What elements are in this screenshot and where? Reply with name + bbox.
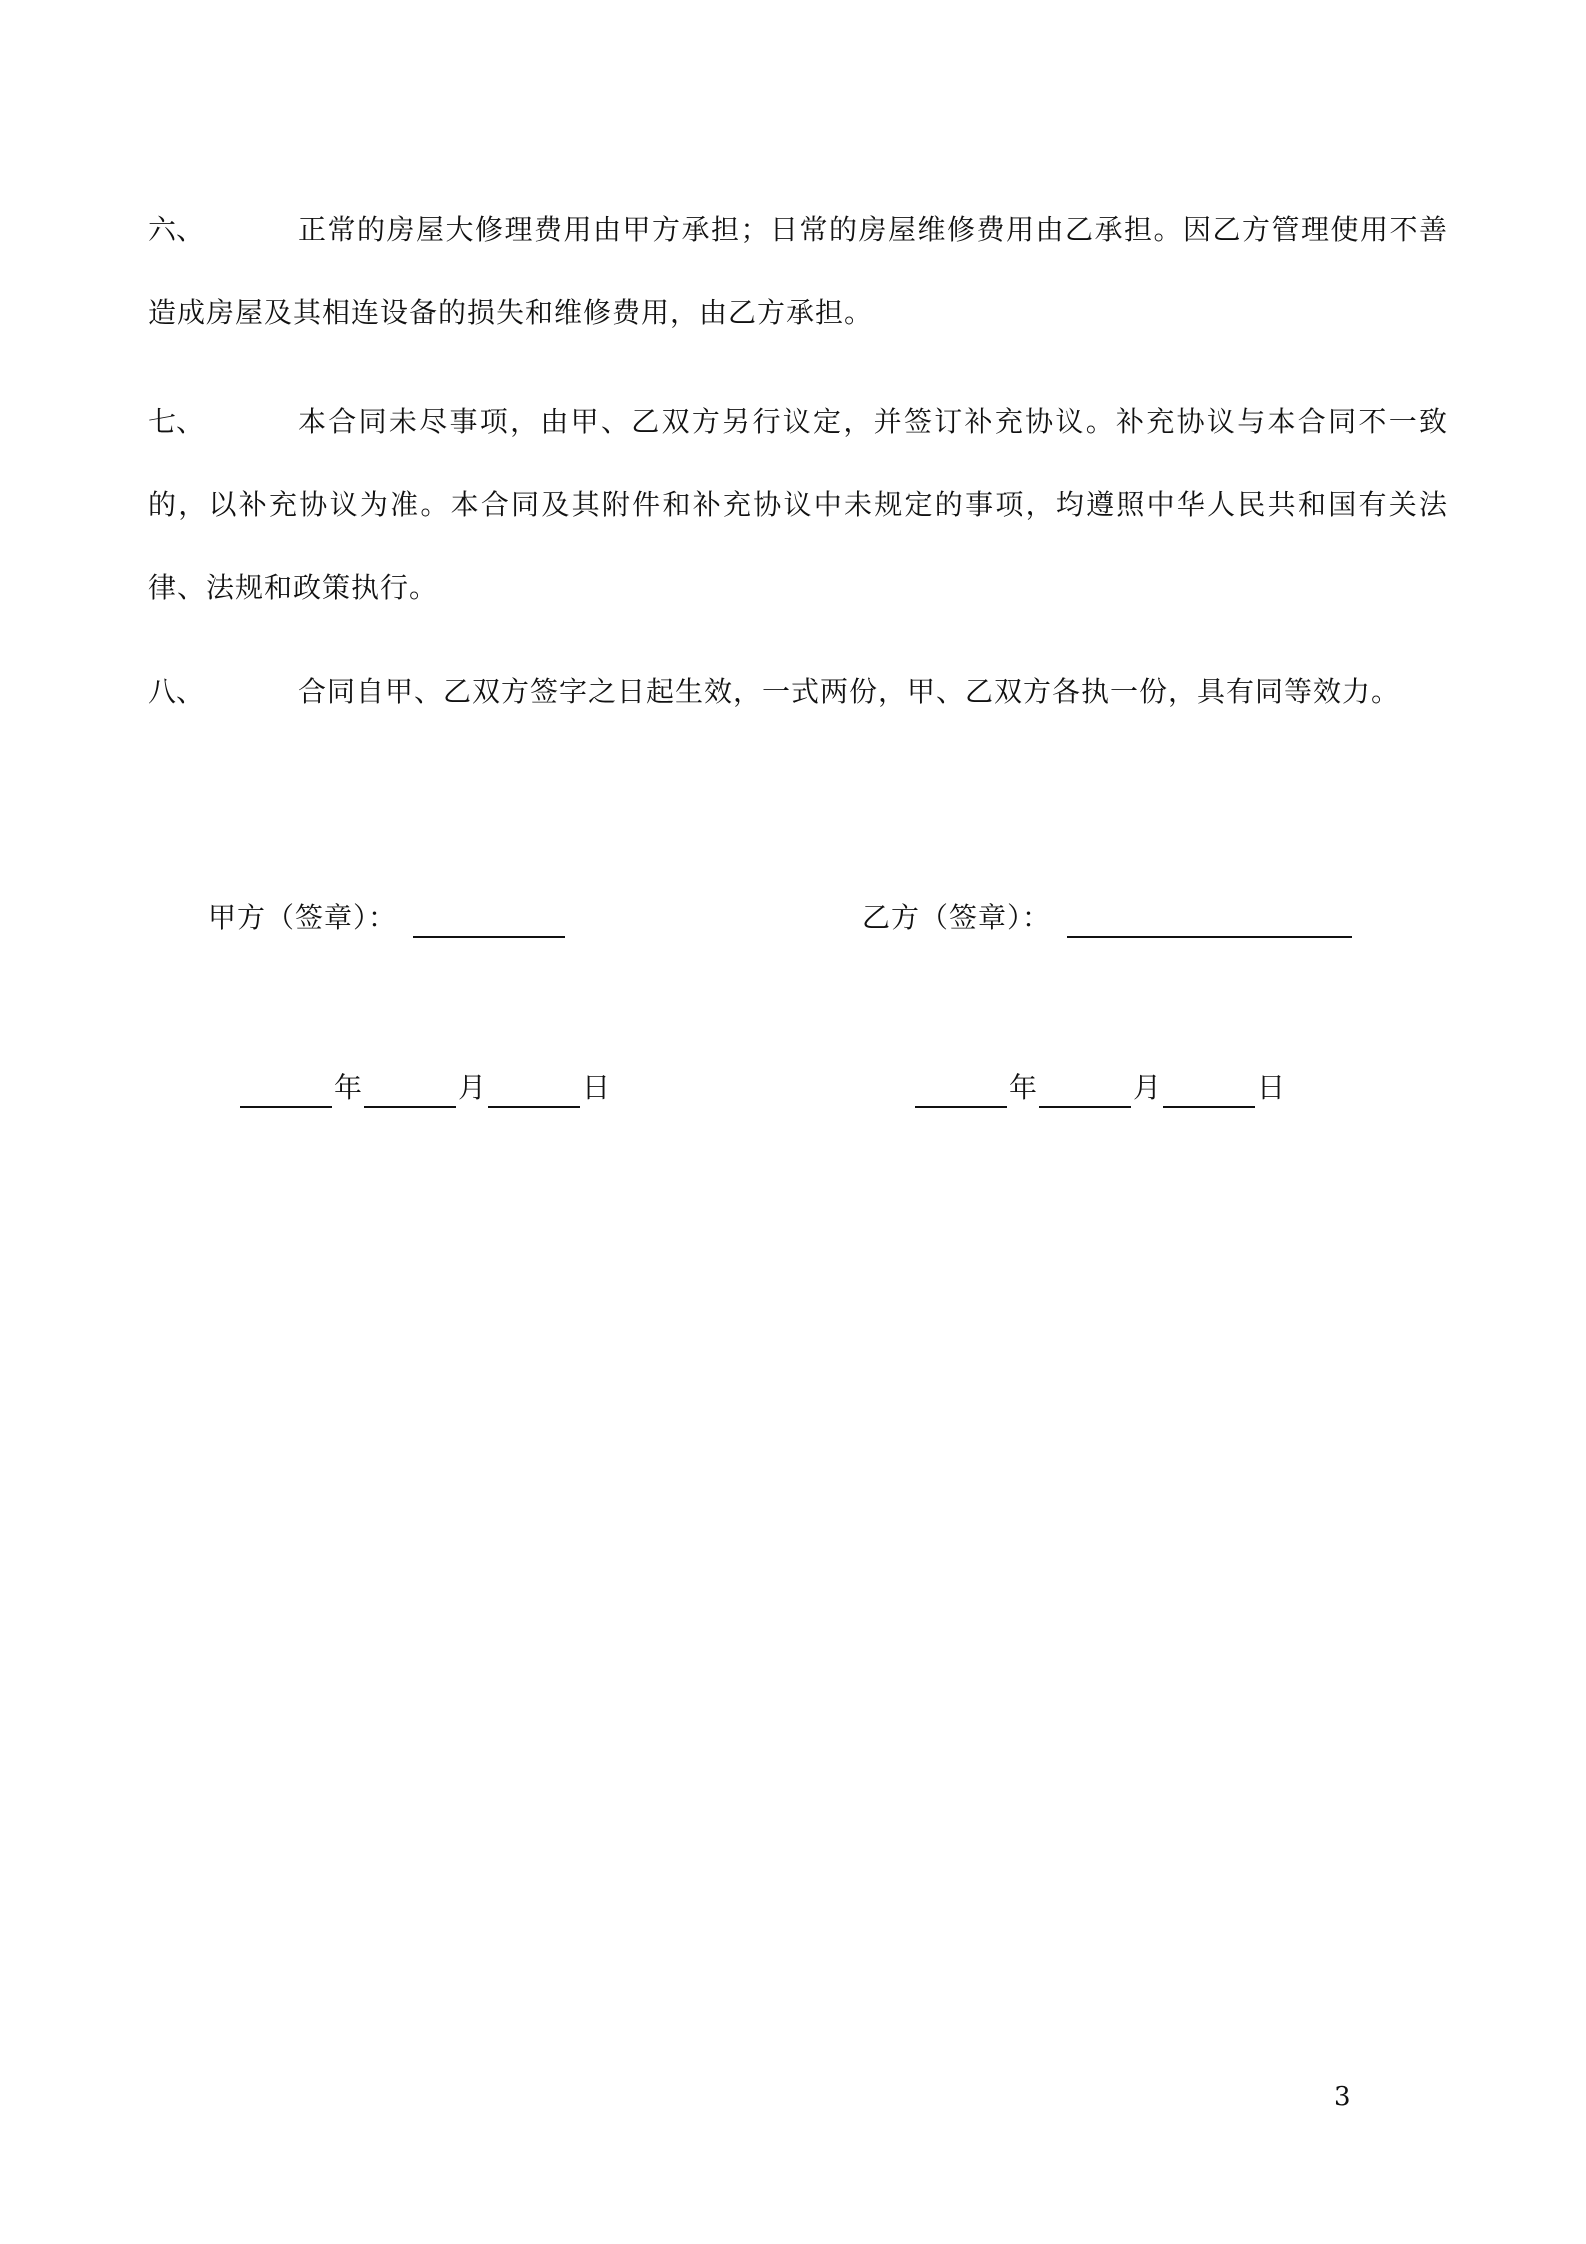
- year-unit: 年: [334, 1071, 363, 1104]
- month-unit: 月: [1133, 1071, 1162, 1104]
- month-blank: [364, 1076, 456, 1108]
- month-blank: [1039, 1076, 1131, 1108]
- clause-7: [148, 380, 1448, 629]
- clause-text: 正常的房屋大修理费用由甲方承担；日常的房屋维修费用由乙承担。因乙方管理使用不善造成房屋及其相连设备的损失和维修费用，由乙方承担。: [148, 213, 1448, 329]
- party-b-signature-line: [1067, 904, 1352, 938]
- party-b-date: [915, 1068, 1287, 1108]
- day-blank: [488, 1076, 580, 1108]
- year-blank: [240, 1076, 332, 1108]
- page-number: 3: [1334, 2082, 1351, 2112]
- day-unit: 日: [582, 1071, 611, 1104]
- clause-text: 合同自甲、乙双方签字之日起生效，一式两份，甲、乙双方各执一份，具有同等效力。: [298, 675, 1401, 708]
- clause-6: [148, 188, 1448, 354]
- clause-text: 本合同未尽事项，由甲、乙双方另行议定，并签订补充协议。补充协议与本合同不一致的，以补充协议为准。本合同及其附件和补充协议中未规定的事项，均遵照中华人民共和国有关法律、法规和政策执行。: [148, 405, 1448, 604]
- clause-number: 八、: [148, 675, 205, 708]
- party-a-signature-line: [413, 904, 565, 938]
- year-blank: [915, 1076, 1007, 1108]
- day-unit: 日: [1257, 1071, 1286, 1104]
- clause-number: 七、: [148, 405, 205, 438]
- party-b-signature: [862, 898, 1352, 938]
- party-a-date: [240, 1068, 612, 1108]
- month-unit: 月: [458, 1071, 487, 1104]
- year-unit: 年: [1009, 1071, 1038, 1104]
- day-blank: [1163, 1076, 1255, 1108]
- clause-number: 六、: [148, 213, 205, 246]
- party-a-label: 甲方（签章）：: [208, 901, 398, 934]
- clause-8: [148, 650, 1448, 733]
- party-a-signature: [208, 898, 565, 938]
- party-b-label: 乙方（签章）：: [862, 901, 1052, 934]
